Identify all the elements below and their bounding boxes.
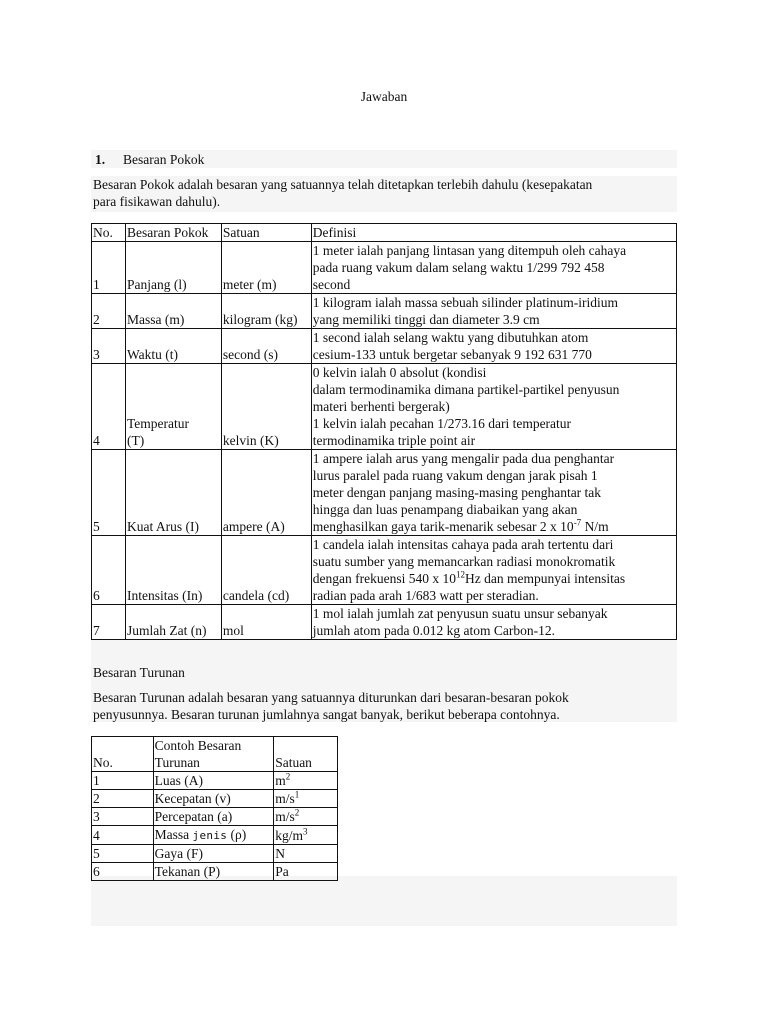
unit-text: m/s — [275, 791, 295, 806]
exponent: 12 — [455, 569, 465, 580]
table-row — [92, 294, 677, 329]
section-heading-besaran-pokok — [95, 151, 204, 168]
paragraph-line: para fisikawan dahulu). — [93, 194, 221, 209]
cell-no: 2 — [92, 790, 154, 808]
header-contoh-besaran — [153, 737, 274, 772]
cell-name: Panjang (l) — [125, 242, 221, 294]
cell-unit: kelvin (K) — [221, 364, 311, 450]
definition-line: pada ruang vakum dalam selang waktu 1/299 792 458 — [312, 260, 605, 275]
table-row — [92, 772, 338, 790]
cell-definition — [311, 450, 676, 536]
section-number: 1. — [95, 152, 106, 167]
definition-text: N/m — [581, 519, 609, 534]
cell-definition — [311, 364, 676, 450]
definition-line: 1 kilogram ialah massa sebuah silinder platinum-iridium — [312, 295, 618, 310]
cell-definition — [311, 294, 676, 329]
definition-line: 1 ampere ialah arus yang mengalir pada dua penghantar — [312, 451, 615, 466]
exponent: 2 — [285, 771, 291, 782]
name-line: (T) — [126, 433, 145, 448]
cell-no: 3 — [92, 329, 126, 364]
definition-line: meter dengan panjang masing-masing penghantar tak — [312, 485, 602, 500]
cell-no: 1 — [92, 772, 154, 790]
definition-line: termodinamika triple point air — [312, 433, 476, 448]
table-header-row — [92, 224, 677, 242]
cell-no: 7 — [92, 605, 126, 640]
cell-unit — [274, 845, 338, 863]
cell-definition — [311, 536, 676, 605]
cell-no: 4 — [92, 364, 126, 450]
definition-line: 1 kelvin ialah pecahan 1/273.16 dari temperatur — [312, 416, 572, 431]
besaran-turunan-paragraph — [93, 689, 683, 723]
definition-line: 1 mol ialah jumlah zat penyusun suatu unsur sebanyak — [312, 606, 608, 621]
name-text: (ρ) — [227, 827, 247, 842]
table-row — [92, 790, 338, 808]
cell-definition — [311, 242, 676, 294]
name-text: Massa — [154, 827, 190, 842]
cell-name: Massa (m) — [125, 294, 221, 329]
cell-no: 3 — [92, 808, 154, 826]
table-row — [92, 242, 677, 294]
definition-text: menghasilkan gaya tarik-menarik sebesar 2 x 10 — [312, 519, 574, 534]
cell-definition — [311, 329, 676, 364]
cell-unit: second (s) — [221, 329, 311, 364]
definition-text: Hz dan mempunyai intensitas — [464, 571, 626, 586]
cell-name: Luas (A) — [153, 772, 274, 790]
exponent: 1 — [294, 789, 300, 800]
cell-no: 2 — [92, 294, 126, 329]
cell-unit: kilogram (kg) — [221, 294, 311, 329]
unit-text: Pa — [275, 864, 289, 879]
cell-unit — [274, 826, 338, 845]
exponent: -7 — [573, 517, 582, 528]
definition-line: cesium-133 untuk bergetar sebanyak 9 192 631 770 — [312, 347, 592, 362]
page-title: Jawaban — [360, 89, 408, 104]
definition-line: lurus paralel pada ruang vakum dengan jarak pisah 1 — [312, 468, 598, 483]
table-header-row — [92, 737, 338, 772]
cell-name: Intensitas (In) — [125, 536, 221, 605]
table-row — [92, 605, 677, 640]
cell-name — [125, 364, 221, 450]
exponent: 2 — [294, 807, 300, 818]
unit-text: kg/m — [275, 828, 303, 843]
header-besaran-pokok: Besaran Pokok — [125, 224, 221, 242]
header-no: No. — [92, 737, 154, 772]
table-row — [92, 450, 677, 536]
unit-text: N — [275, 846, 285, 861]
cell-unit — [274, 772, 338, 790]
table-row — [92, 826, 338, 845]
table-row — [92, 364, 677, 450]
exponent: 3 — [302, 826, 308, 837]
paragraph-line: Besaran Pokok adalah besaran yang satuannya telah ditetapkan terlebih dahulu (kesepakatan — [93, 177, 593, 192]
cell-no: 6 — [92, 863, 154, 881]
header-line: Turunan — [154, 755, 200, 770]
table-row — [92, 536, 677, 605]
cell-no: 6 — [92, 536, 126, 605]
cell-no: 4 — [92, 826, 154, 845]
name-line: Temperatur — [126, 416, 189, 431]
definition-line: radian pada arah 1/683 watt per steradian. — [312, 588, 539, 603]
header-satuan: Satuan — [274, 737, 338, 772]
unit-text: m — [275, 773, 286, 788]
besaran-turunan-table — [91, 736, 338, 881]
header-definisi: Definisi — [311, 224, 676, 242]
name-text: jenis — [192, 829, 228, 842]
definition-line — [313, 570, 675, 587]
definition-line: 1 meter ialah panjang lintasan yang ditempuh oleh cahaya — [312, 243, 627, 258]
cell-unit — [274, 790, 338, 808]
definition-line: yang memiliki tinggi dan diameter 3.9 cm — [312, 312, 540, 327]
besaran-pokok-paragraph — [93, 176, 683, 210]
cell-unit: ampere (A) — [221, 450, 311, 536]
cell-unit — [274, 863, 338, 881]
cell-name: Percepatan (a) — [153, 808, 274, 826]
section-heading-besaran-turunan: Besaran Turunan — [93, 665, 185, 680]
cell-name: Waktu (t) — [125, 329, 221, 364]
header-no: No. — [92, 224, 126, 242]
definition-line: 1 candela ialah intensitas cahaya pada arah tertentu dari — [312, 537, 614, 552]
cell-name: Jumlah Zat (n) — [125, 605, 221, 640]
cell-unit: mol — [221, 605, 311, 640]
definition-line — [313, 518, 675, 535]
cell-no: 5 — [92, 845, 154, 863]
definition-line: 1 second ialah selang waktu yang dibutuhkan atom — [312, 330, 589, 345]
cell-unit: meter (m) — [221, 242, 311, 294]
cell-no: 5 — [92, 450, 126, 536]
besaran-pokok-table — [91, 223, 677, 640]
table-row — [92, 845, 338, 863]
definition-line: suatu sumber yang memancarkan radiasi monokromatik — [312, 554, 616, 569]
header-line: Contoh Besaran — [154, 738, 242, 753]
header-satuan: Satuan — [221, 224, 311, 242]
section-heading-text: Besaran Pokok — [123, 152, 205, 167]
cell-name: Kuat Arus (I) — [125, 450, 221, 536]
definition-line: materi berhenti bergerak) — [312, 399, 450, 414]
paragraph-line: Besaran Turunan adalah besaran yang satuannya diturunkan dari besaran-besaran pokok — [93, 690, 569, 705]
cell-name: Kecepatan (v) — [153, 790, 274, 808]
table-row — [92, 329, 677, 364]
cell-name — [153, 826, 274, 845]
definition-line: second — [312, 277, 351, 292]
definition-line: jumlah atom pada 0.012 kg atom Carbon-12. — [312, 623, 555, 638]
unit-text: m/s — [275, 809, 295, 824]
cell-unit: candela (cd) — [221, 536, 311, 605]
cell-definition — [311, 605, 676, 640]
shade-band — [91, 876, 677, 926]
cell-no: 1 — [92, 242, 126, 294]
definition-text: dengan frekuensi 540 x 10 — [312, 571, 456, 586]
definition-line: dalam termodinamika dimana partikel-partikel penyusun — [312, 382, 620, 397]
definition-line: hingga dan luas penampang diabaikan yang akan — [312, 502, 578, 517]
cell-name: Gaya (F) — [153, 845, 274, 863]
table-row — [92, 808, 338, 826]
definition-line: 0 kelvin ialah 0 absolut (kondisi — [312, 365, 487, 380]
table-row — [92, 863, 338, 881]
cell-unit — [274, 808, 338, 826]
paragraph-line: penyusunnya. Besaran turunan jumlahnya sangat banyak, berikut beberapa contohnya. — [93, 707, 560, 722]
cell-name: Tekanan (P) — [153, 863, 274, 881]
